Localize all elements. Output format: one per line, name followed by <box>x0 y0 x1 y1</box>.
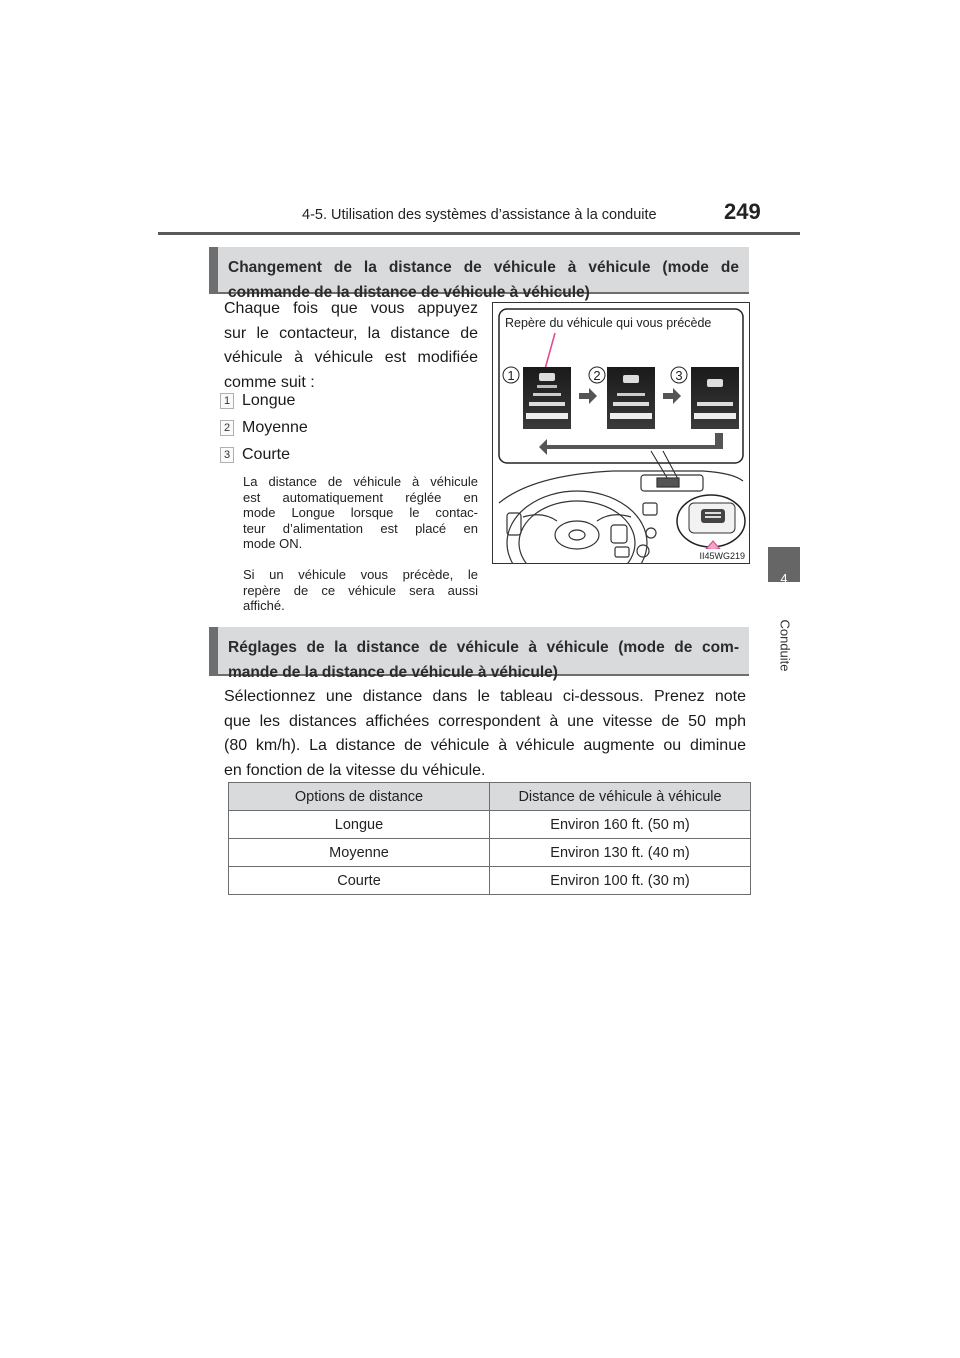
note-preceding-vehicle <box>243 567 478 614</box>
note-line: mode Longue lorsque le contac- <box>243 505 478 520</box>
display-screen-short <box>691 367 739 429</box>
table-row <box>229 811 751 839</box>
chapter-label <box>773 618 795 678</box>
body-line: Sélectionnez une distance dans le tableau ci-dessous. Prenez note <box>224 688 746 705</box>
distance-table <box>228 782 751 895</box>
distance-illustration <box>492 302 750 564</box>
header-rule <box>158 232 800 235</box>
option-label: Courte <box>242 446 291 463</box>
display-screen-long <box>523 367 571 429</box>
illustration-svg <box>493 303 749 563</box>
distance-switch-zoom <box>677 495 745 557</box>
intro-line: sur le contacteur, la distance de <box>224 324 478 342</box>
section2-heading-line: mande de la distance de véhicule à véhicule) <box>228 664 558 681</box>
table-row <box>229 867 751 895</box>
display-screen-medium <box>607 367 655 429</box>
table-cell: Environ 100 ft. (30 m) <box>490 867 751 895</box>
table-header: Distance de véhicule à véhicule <box>490 783 751 811</box>
note-auto-long <box>243 474 478 552</box>
note-line: affiché. <box>243 598 285 613</box>
chapter-number: 4 <box>780 571 788 586</box>
intro-line: véhicule à véhicule est modifiée <box>224 349 478 366</box>
note-line: mode ON. <box>243 536 303 551</box>
note-line: Si un véhicule vous précède, le <box>243 567 478 582</box>
table-cell: Longue <box>229 811 490 839</box>
chapter-label-text: Conduite <box>777 619 793 672</box>
section1-intro <box>224 297 478 395</box>
option-badge: 3 <box>220 447 234 463</box>
body-line: que les distances affichées correspondent à une vitesse de 50 mph <box>224 712 746 730</box>
section2-heading <box>209 627 749 681</box>
note-line: teur d’alimentation est placé en <box>243 520 478 536</box>
body-line: (80 km/h). La distance de véhicule à véhicule augmente ou diminue <box>224 737 746 754</box>
page-number: 249 <box>724 199 761 224</box>
section1-heading-line: commande de la distance de véhicule à véhicule) <box>228 284 590 301</box>
table-row <box>229 839 751 867</box>
section1-heading <box>209 247 749 301</box>
intro-line: comme suit : <box>224 373 315 391</box>
option-label: Moyenne <box>242 419 308 436</box>
note-line: est automatiquement réglée en <box>243 489 478 505</box>
step-number: 1 <box>507 368 515 383</box>
note-line: La distance de véhicule à véhicule <box>243 474 478 489</box>
table-cell: Environ 130 ft. (40 m) <box>490 839 751 867</box>
section2-body <box>224 685 746 783</box>
body-line: en fonction de la vitesse du véhicule. <box>224 761 486 779</box>
option-badge: 1 <box>220 393 234 409</box>
step-number: 3 <box>675 368 683 383</box>
option-badge: 2 <box>220 420 234 436</box>
figure-code: II45WG219 <box>699 551 745 561</box>
section-title: 4-5. Utilisation des systèmes d’assistance à la conduite <box>302 207 657 223</box>
intro-line: Chaque fois que vous appuyez <box>224 300 478 317</box>
table-header: Options de distance <box>229 783 490 811</box>
table-cell: Courte <box>229 867 490 895</box>
section1-heading-line: Changement de la distance de véhicule à véhicule (mode de <box>228 259 739 276</box>
table-header-row <box>229 783 751 811</box>
note-line: repère de ce véhicule sera aussi <box>243 582 478 598</box>
step-number: 2 <box>593 368 601 383</box>
section2-heading-line: Réglages de la distance de véhicule à véhicule (mode de com- <box>228 639 739 656</box>
callout-label: Repère du véhicule qui vous précède <box>505 316 712 330</box>
table-cell: Environ 160 ft. (50 m) <box>490 811 751 839</box>
table-cell: Moyenne <box>229 839 490 867</box>
option-label: Longue <box>242 392 296 409</box>
